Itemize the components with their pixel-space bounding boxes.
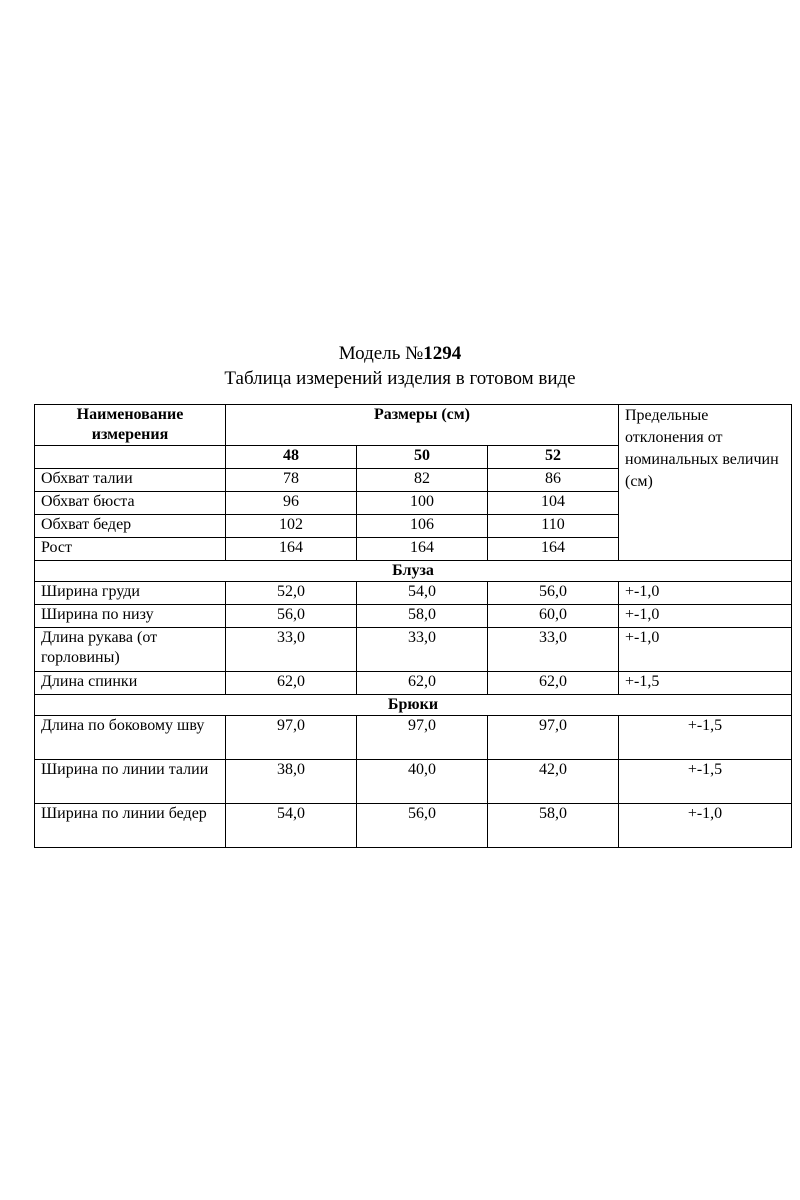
column-header-sizes: Размеры (см) — [226, 405, 619, 446]
row-value: 86 — [488, 469, 619, 492]
row-name: Ширина по низу — [35, 605, 226, 628]
row-value: 58,0 — [357, 605, 488, 628]
row-value: 164 — [226, 538, 357, 561]
row-name: Обхват талии — [35, 469, 226, 492]
header-row — [35, 405, 792, 446]
table-row — [35, 672, 792, 695]
section-row — [35, 695, 792, 716]
row-name: Обхват бедер — [35, 515, 226, 538]
table-row — [35, 760, 792, 804]
table-row — [35, 605, 792, 628]
row-value: 54,0 — [226, 804, 357, 848]
row-value: 42,0 — [488, 760, 619, 804]
size-50: 50 — [357, 446, 488, 469]
model-prefix: Модель № — [338, 343, 424, 364]
table-row — [35, 716, 792, 760]
section-blouse: Блуза — [35, 561, 792, 582]
row-name: Ширина по линии бедер — [35, 804, 226, 848]
row-value: 62,0 — [357, 672, 488, 695]
model-title — [0, 343, 800, 365]
row-value: 97,0 — [226, 716, 357, 760]
row-tolerance: +-1,0 — [619, 605, 792, 628]
row-name: Длина по боковому шву — [35, 716, 226, 760]
row-value: 58,0 — [488, 804, 619, 848]
row-name: Рост — [35, 538, 226, 561]
row-tolerance: +-1,0 — [619, 582, 792, 605]
table-row — [35, 582, 792, 605]
row-value: 56,0 — [357, 804, 488, 848]
measurement-table — [34, 404, 792, 848]
row-value: 164 — [488, 538, 619, 561]
section-row — [35, 561, 792, 582]
row-value: 33,0 — [226, 628, 357, 672]
row-value: 33,0 — [357, 628, 488, 672]
row-name: Длина рукава (от горловины) — [35, 628, 226, 672]
column-header-name: Наименование измерения — [35, 405, 226, 446]
table-row — [35, 804, 792, 848]
row-value: 96 — [226, 492, 357, 515]
row-value: 52,0 — [226, 582, 357, 605]
row-value: 38,0 — [226, 760, 357, 804]
row-value: 56,0 — [226, 605, 357, 628]
row-tolerance: +-1,0 — [619, 628, 792, 672]
model-number: 1294 — [423, 343, 462, 364]
row-tolerance: +-1,5 — [619, 672, 792, 695]
row-value: 97,0 — [357, 716, 488, 760]
row-tolerance: +-1,5 — [619, 716, 792, 760]
size-48: 48 — [226, 446, 357, 469]
row-value: 104 — [488, 492, 619, 515]
row-name: Ширина груди — [35, 582, 226, 605]
row-value: 54,0 — [357, 582, 488, 605]
column-header-tolerance: Предельные отклонения от номинальных величин (см) — [619, 405, 792, 561]
row-tolerance: +-1,0 — [619, 804, 792, 848]
row-value: 56,0 — [488, 582, 619, 605]
row-value: 62,0 — [226, 672, 357, 695]
sizes-row-blank — [35, 446, 226, 469]
row-name: Ширина по линии талии — [35, 760, 226, 804]
table-row — [35, 628, 792, 672]
row-value: 62,0 — [488, 672, 619, 695]
row-name: Длина спинки — [35, 672, 226, 695]
row-value: 33,0 — [488, 628, 619, 672]
row-value: 106 — [357, 515, 488, 538]
row-value: 78 — [226, 469, 357, 492]
row-value: 40,0 — [357, 760, 488, 804]
row-value: 82 — [357, 469, 488, 492]
row-tolerance: +-1,5 — [619, 760, 792, 804]
table-subtitle: Таблица измерений изделия в готовом виде — [224, 368, 576, 389]
size-52: 52 — [488, 446, 619, 469]
row-value: 60,0 — [488, 605, 619, 628]
row-value: 110 — [488, 515, 619, 538]
row-name: Обхват бюста — [35, 492, 226, 515]
row-value: 164 — [357, 538, 488, 561]
row-value: 102 — [226, 515, 357, 538]
section-pants: Брюки — [35, 695, 792, 716]
row-value: 100 — [357, 492, 488, 515]
row-value: 97,0 — [488, 716, 619, 760]
